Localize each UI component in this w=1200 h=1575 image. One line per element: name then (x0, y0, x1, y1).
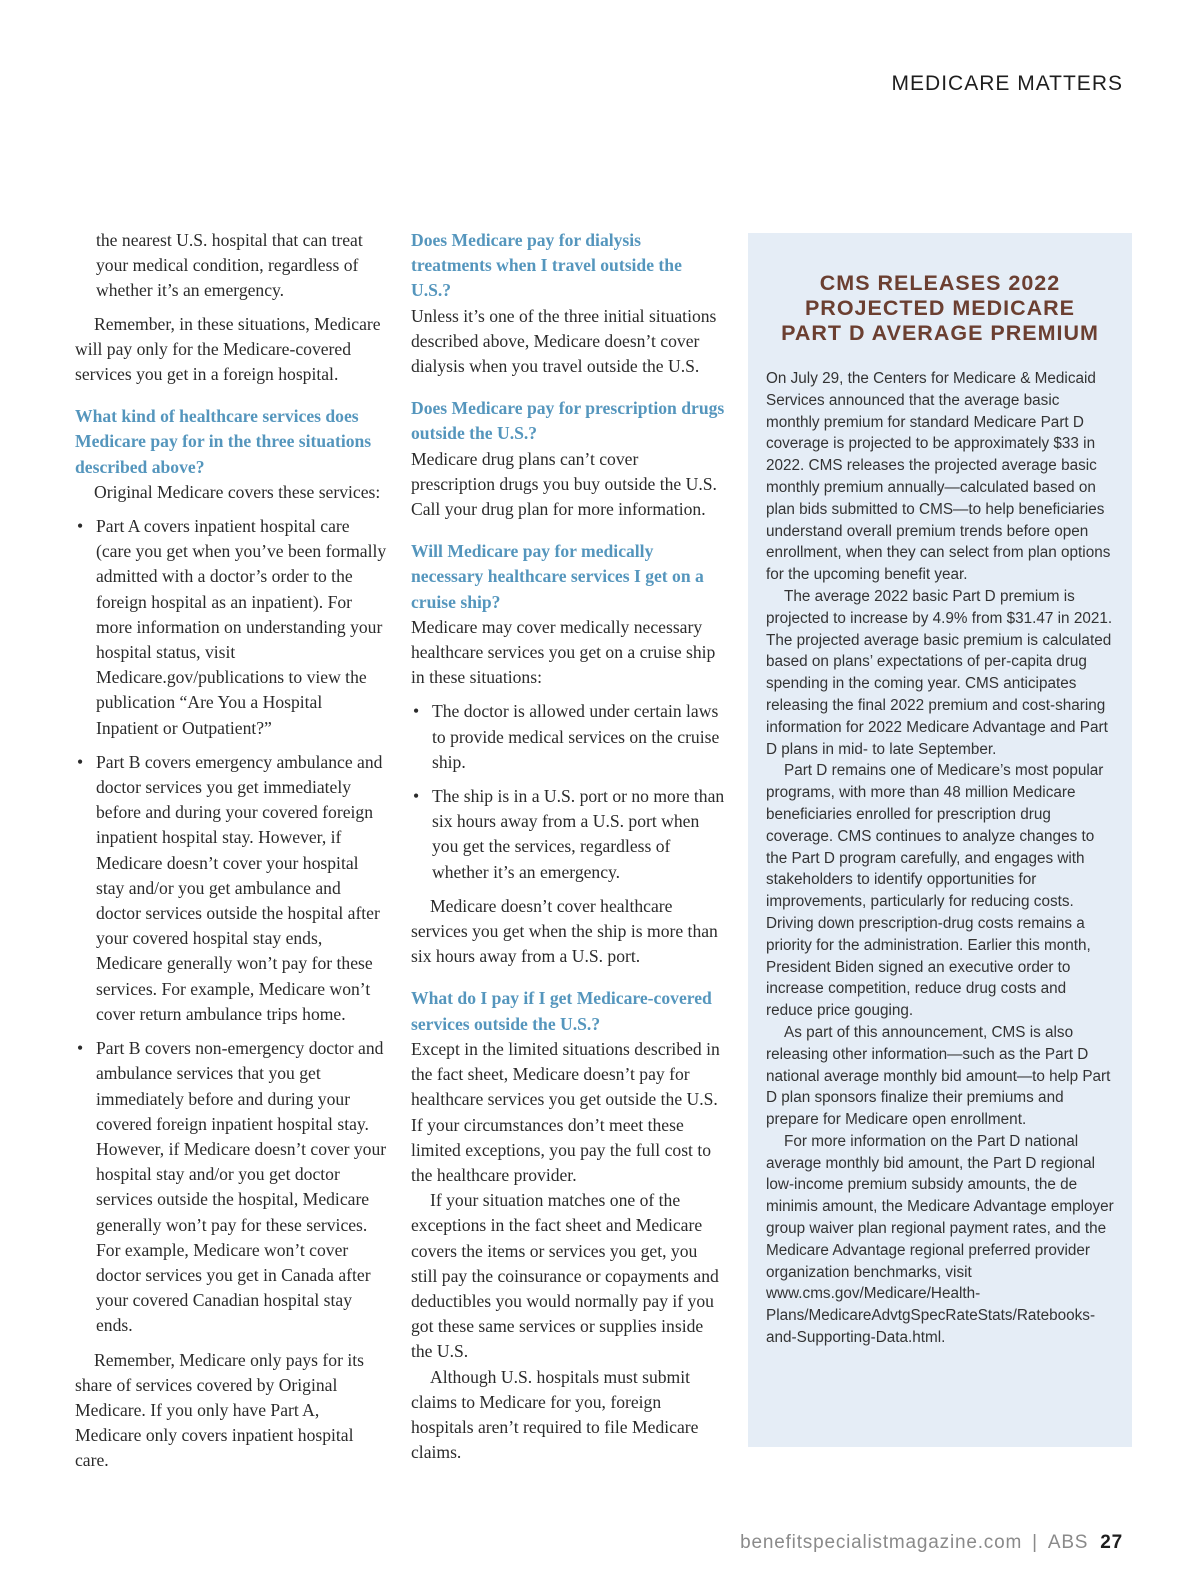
paragraph: Remember, in these situations, Medicare will pay only for the Medicare-covered services you get in a foreign hospital. (75, 313, 381, 385)
list-item: • Part A covers inpatient hospital care (care you get when you’ve been formally admitted with a doctor’s order to the foreign hospital as an inpatient). For more information on understanding your hospital status, visit Medicare.gov/publications to view the publication “Are You a Hospital Inpatient or Outpatient?” (75, 514, 387, 741)
article-column-1 (75, 228, 387, 1483)
question-heading: Does Medicare pay for prescription drugs outside the U.S.? (411, 398, 725, 444)
list-item: • Part B covers non-emergency doctor and ambulance services that you get immediately before and during your covered foreign inpatient hospital stay. However, if Medicare doesn’t cover your hospital stay and/or you get doctor services outside the hospital, Medicare generally won’t pay for these services. For example, Medicare won’t cover doctor services you get in Canada after your covered Canadian hospital stay ends. (75, 1036, 387, 1338)
footer-publication: ABS (1047, 1532, 1089, 1553)
continued-text: the nearest U.S. hospital that can treat your medical condition, regardless of whether it’s an emergency. (96, 230, 363, 301)
article-column-2 (411, 228, 725, 1474)
answer-text: Unless it’s one of the three initial situations described above, Medicare doesn’t cover dialysis when you travel outside the U.S. (411, 305, 717, 377)
sidebar-paragraph: For more information on the Part D national average monthly bid amount, the Part D regional low-income premium subsidy amounts, the de minimis amount, the Medicare Advantage employer group waiver plan regional payment rates, and the Medicare Advantage regional preferred provider organization benchmarks, visit www.cms.gov/Medicare/Health-Plans/MedicareAdvtgSpecRateStats/Ratebooks-and-Supporting-Data.html. (766, 1132, 1114, 1347)
answer-text: Medicare may cover medically necessary healthcare services you get on a cruise ship in these situations: (411, 616, 716, 688)
list-item: • The doctor is allowed under certain laws to provide medical services on the cruise ship. (411, 699, 725, 775)
answer-text: Except in the limited situations described in the fact sheet, Medicare doesn’t pay for healthcare services you get outside the U.S. If your circumstances don’t meet these limited exceptions, you pay the full cost to the healthcare provider. (411, 1038, 720, 1185)
list-item: • Part B covers emergency ambulance and doctor services you get immediately before and during your covered foreign inpatient hospital stay. However, if Medicare doesn’t cover your hospital stay and/or you get ambulance and doctor services outside the hospital after your covered hospital stay ends, Medicare generally won’t pay for these services. For example, Medicare won’t cover return ambulance trips home. (75, 750, 387, 1027)
sidebar-paragraph: On July 29, the Centers for Medicare & Medicaid Services announced that the average basic monthly premium for standard Medicare Part D coverage is projected to be approximately $33 in 2022. CMS releases the projected average basic monthly premium annually—calculated based on plan bids submitted to CMS—to help beneficiaries understand overall premium trends before open enrollment, when they can select from plan options for the upcoming benefit year. (766, 370, 1111, 584)
footer-site: benefitspecialistmagazine.com (740, 1532, 1023, 1553)
sidebar-title: CMS RELEASES 2022 PROJECTED MEDICARE PART D AVERAGE PREMIUM (781, 271, 1099, 345)
question-heading: Will Medicare pay for medically necessary healthcare services I get on a cruise ship? (411, 541, 704, 612)
bullet-list (411, 699, 725, 884)
section-label: MEDICARE MATTERS (891, 72, 1123, 95)
sidebar-paragraph: As part of this announcement, CMS is also releasing other information—such as the Part D national average monthly bid amount—to help Part D plan sponsors finalize their premiums and prepare for Medicare open enrollment. (766, 1023, 1111, 1129)
paragraph: Remember, Medicare only pays for its share of services covered by Original Medicare. If you only have Part A, Medicare only covers inpatient hospital care. (75, 1349, 364, 1471)
page-footer (740, 1532, 1123, 1554)
sidebar-paragraph: Part D remains one of Medicare’s most popular programs, with more than 48 million Medicare beneficiaries enrolled for prescription drug coverage. CMS continues to analyze changes to the Part D program carefully, and engages with stakeholders to identify opportunities for improvements, particularly for reducing costs. Driving down prescription-drug costs remains a priority for the administration. Earlier this month, President Biden signed an executive order to increase competition, reduce drug costs and reduce price gouging. (766, 762, 1104, 1020)
page-number: 27 (1100, 1532, 1123, 1553)
paragraph: Although U.S. hospitals must submit claims to Medicare for you, foreign hospitals aren’t required to file Medicare claims. (411, 1366, 699, 1463)
paragraph: If your situation matches one of the exceptions in the fact sheet and Medicare covers the items or services you get, you still pay the coinsurance or copayments and deductibles you would normally pay if you got these same services or supplies inside the U.S. (411, 1190, 719, 1362)
question-heading: What kind of healthcare services does Medicare pay for in the three situations described above? (75, 406, 372, 477)
bullet-list (75, 514, 387, 1339)
paragraph: Medicare doesn’t cover healthcare services you get when the ship is more than six hours away from a U.S. port. (411, 895, 718, 967)
list-item: • The ship is in a U.S. port or no more than six hours away from a U.S. port when you get the services, regardless of whether it’s an emergency. (411, 784, 725, 885)
footer-separator: | (1032, 1532, 1038, 1553)
paragraph: Original Medicare covers these services: (94, 481, 381, 502)
sidebar-paragraph: The average 2022 basic Part D premium is projected to increase by 4.9% from $31.47 in 2021. The projected average basic premium is calculated based on plans’ expectations of per-capita drug spending in the coming year. CMS anticipates releasing the final 2022 premium and cost-sharing information for 2022 Medicare Advantage and Part D plans in mid- to late September. (766, 587, 1113, 758)
question-heading: What do I pay if I get Medicare-covered services outside the U.S.? (411, 988, 712, 1034)
sidebar-box (748, 233, 1132, 1447)
answer-text: Medicare drug plans can’t cover prescription drugs you buy outside the U.S. Call your drug plan for more information. (411, 448, 717, 520)
question-heading: Does Medicare pay for dialysis treatments when I travel outside the U.S.? (411, 230, 682, 301)
